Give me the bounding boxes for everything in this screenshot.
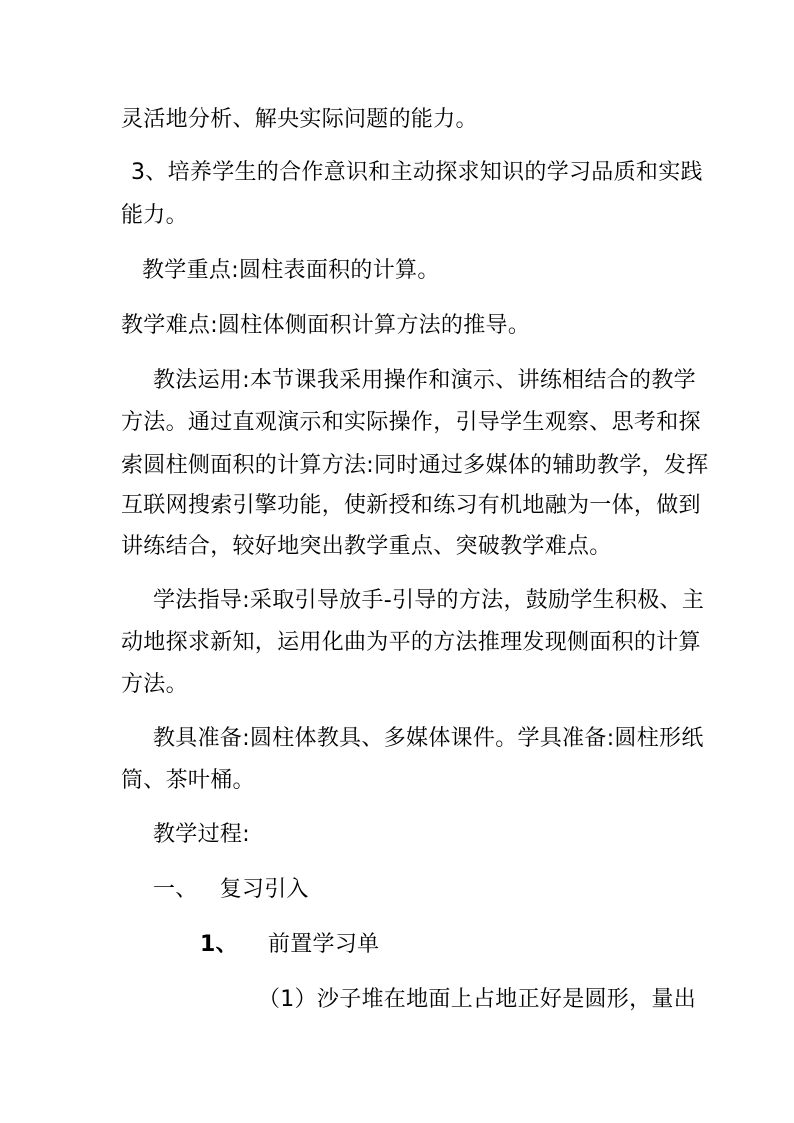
text-line-question-1: （1）沙子堆在地面上占地正好是圆形，量出 <box>258 987 696 1012</box>
subsection-number: 1、 <box>200 932 238 957</box>
text-line-objective-3-cont: 能力。 <box>121 203 188 228</box>
text-line-materials-cont: 筒、茶叶桶。 <box>121 768 255 793</box>
text-line-learning-method-cont-1: 动地探求新知，运用化曲为平的方法推理发现侧面积的计算 <box>121 630 701 655</box>
text-line-teaching-method-cont-4: 讲练结合，较好地突出教学重点、突破教学难点。 <box>121 534 612 559</box>
subsection-title: 前置学习单 <box>267 932 380 957</box>
text-line-ability: 灵活地分析、解央实际问题的能力。 <box>121 107 478 132</box>
text-line-learning-method-cont-2: 方法。 <box>121 672 188 697</box>
section-number: 一、 <box>153 877 198 902</box>
text-line-key-point: 教学重点:圆柱表面积的计算。 <box>142 258 440 283</box>
text-line-materials: 教具准备:圆柱体教具、多媒体课件。学具准备:圆柱形纸 <box>153 726 704 751</box>
text-line-process-heading: 教学过程: <box>153 822 250 847</box>
text-line-difficult-point: 教学难点:圆柱体侧面积计算方法的推导。 <box>121 313 531 338</box>
text-line-teaching-method-cont-3: 互联网搜索引擎功能，使新授和练习有机地融为一体，做到 <box>121 493 701 518</box>
text-line-teaching-method: 教法运用:本节课我采用操作和演示、讲练相结合的教学 <box>153 368 696 393</box>
text-line-learning-method: 学法指导:采取引导放手-引导的方法，鼓励学生积极、主 <box>153 588 705 613</box>
section-heading-review <box>153 875 309 905</box>
text-line-teaching-method-cont-1: 方法。通过直观演示和实际操作，引导学生观察、思考和探 <box>121 410 701 435</box>
section-title: 复习引入 <box>219 877 309 902</box>
text-line-teaching-method-cont-2: 索圆柱侧面积的计算方法:同时通过多媒体的辅助教学，发挥 <box>121 453 709 478</box>
text-line-objective-3: 3、培养学生的合作意识和主动探求知识的学习品质和实践 <box>131 160 703 185</box>
subsection-heading-worksheet <box>200 930 379 960</box>
